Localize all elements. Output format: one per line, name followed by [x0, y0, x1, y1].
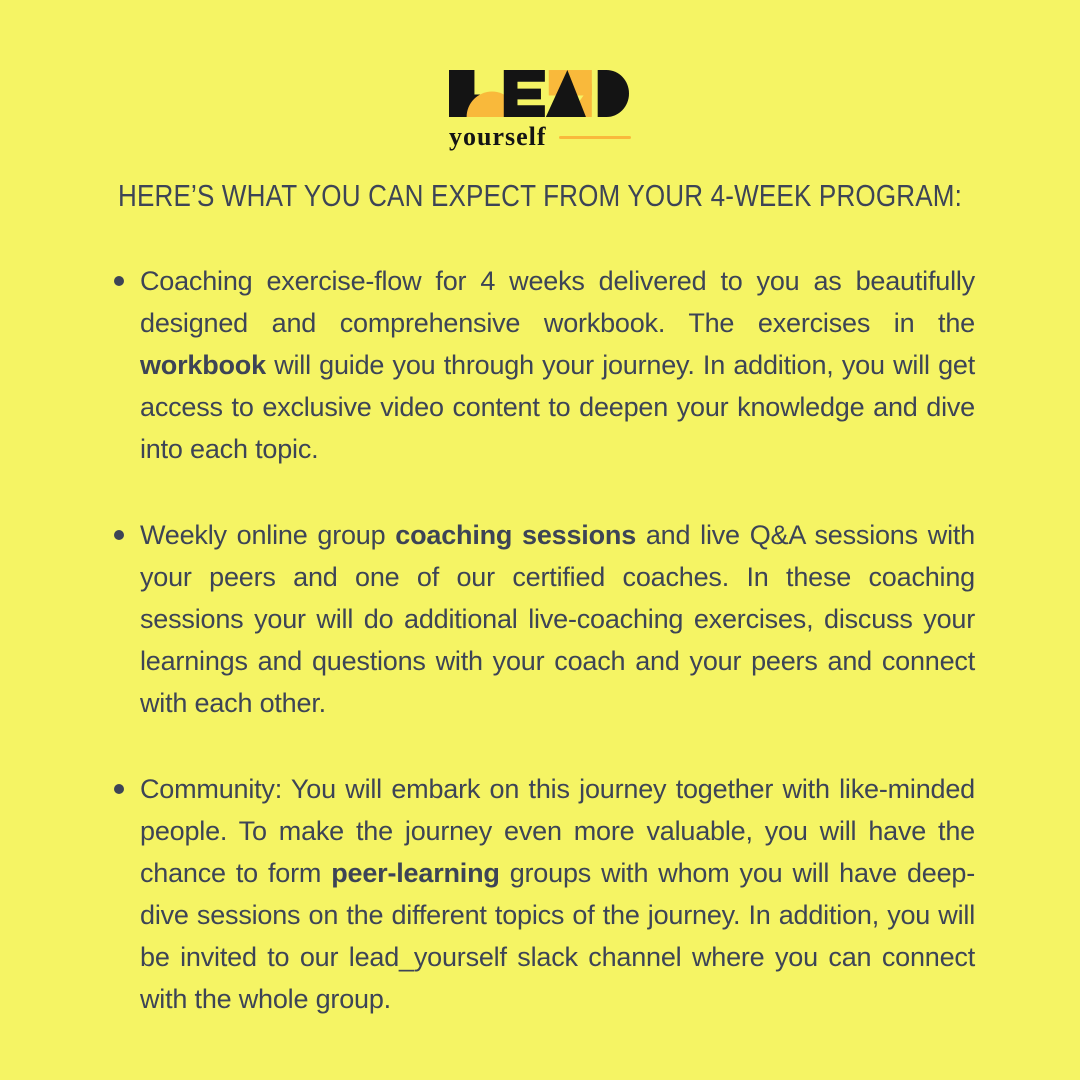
logo-tagline-row — [449, 122, 631, 152]
highlighted-phrase: peer-learning — [331, 858, 500, 888]
program-bullet-item — [112, 514, 975, 724]
lead-logo-mark-icon — [449, 70, 629, 117]
bullet-text-segment: and live Q&A sessions with your peers and one of our certified coaches. In these coaching sessions your will do additional live-coaching exercises, discuss your learnings and questions with your coach and your peers and connect with each other. — [140, 520, 975, 718]
highlighted-phrase: workbook — [140, 350, 266, 380]
bullet-text-segment: Coaching exercise-flow for 4 weeks delivered to you as beautifully designed and comprehensive workbook. The exercises in the — [140, 266, 975, 338]
bullet-text-segment: Weekly online group — [140, 520, 396, 550]
highlighted-phrase: coaching sessions — [395, 520, 637, 550]
page-title: HERE’S WHAT YOU CAN EXPECT FROM YOUR 4-WEEK PROGRAM: — [117, 178, 963, 213]
logo-underline — [559, 136, 631, 139]
lead-yourself-logo — [449, 70, 631, 152]
bullet-text-segment: groups with whom you will have deep-dive sessions on the different topics of the journey. In addition, you will be invited to our lead_yourself slack channel where you can connect with the whole group. — [140, 858, 975, 1014]
program-bullet-item — [112, 768, 975, 1020]
logo-tagline: yourself — [449, 122, 547, 151]
program-bullet-item — [112, 260, 975, 470]
program-bullet-list — [0, 260, 1080, 1020]
bullet-text-segment: Community: You will embark on this journey together with like-minded people. To make the journey even more valuable, you will have the chance to form — [140, 774, 975, 888]
bullet-text-segment: will guide you through your journey. In addition, you will get access to exclusive video content to deepen your knowledge and dive into each topic. — [140, 350, 975, 464]
